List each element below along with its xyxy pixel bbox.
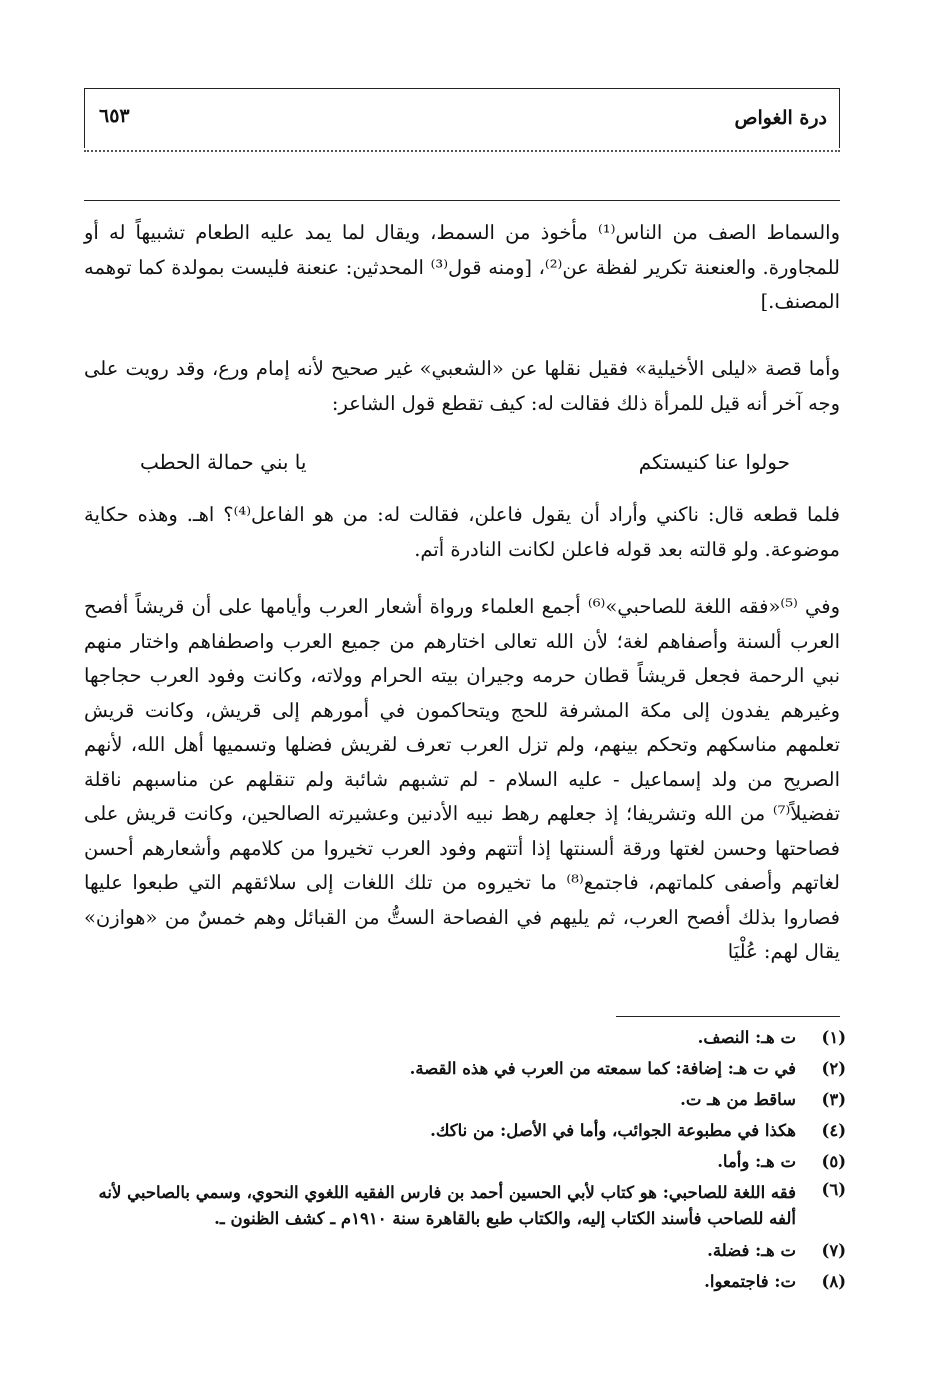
verse-second-hemistich: يا بني حمالة الحطب [140,450,307,474]
footnote-number: (١) [821,1028,846,1047]
header-rule [84,200,840,201]
header-dotted-rule [84,150,840,152]
footnote-item [84,1235,846,1266]
footnote-text: في ت هـ: إضافة: كما سمعته من العرب في هذه القصة. [409,1059,796,1078]
footnote-text: فقه اللغة للصاحبي: هو كتاب لأبي الحسين أحمد بن فارس الفقيه اللغوي النحوي، وسمي بالصاحبي لأنه ألفه للصاحب فأسند الكتاب إليه، والكتاب طبع بالقاهرة سنة ١٩١٠م ـ كشف الظنون ـ. [98,1183,796,1228]
footnote-number: (٧) [821,1241,846,1260]
footnote-text: ت هـ: النصف. [697,1028,796,1047]
footnote-number: (٣) [821,1090,846,1109]
paragraph-story-end: فلما قطعه قال: ناكني وأراد أن يقول فاعلن، فقالت له: من هو الفاعل⁽⁴⁾؟ اهـ. وهذه حكاية موضوعة. ولو قالته بعد قوله فاعلن لكانت النادرة أتم. [84,503,840,561]
footnote-number: (٦) [821,1180,846,1199]
paragraph-layla: وأما قصة «ليلى الأخيلية» فقيل نقلها عن «الشعبي» غير صحيح لأنه إمام ورع، وقد رويت على وجه آخر أنه قيل للمرأة ذلك فقالت له: كيف تقطع قول الشاعر: [84,357,840,415]
footnote-item [84,1115,846,1146]
footnote-text: ساقط من هـ ت. [680,1090,796,1109]
page-number: ٦٥٣ [99,105,130,127]
footnote-item [84,1266,846,1297]
footnote-number: (٢) [821,1059,846,1078]
footnotes-list [84,1022,846,1297]
footnote-number: (٥) [821,1152,846,1171]
paragraph-sumat: والسماط الصف من الناس⁽¹⁾ مأخوذ من السمط، ويقال لما يمد عليه الطعام تشبيهاً له أو للمجاورة. والعنعنة تكرير لفظة عن⁽²⁾، [ومنه قول⁽³⁾ المحدثين: عنعنة فليست بمولدة كما توهمه المصنف.] [84,221,840,313]
verse-first-hemistich: حولوا عنا كنيستكم [638,450,790,474]
paragraph-quraysh: وفي ⁽⁵⁾«فقه اللغة للصاحبي»⁽⁶⁾ أجمع العلماء ورواة أشعار العرب وأيامها على أن قريشاً أفصح العرب ألسنة وأصفاهم لغة؛ لأن الله تعالى اختارهم من جميع العرب واصطفاهم واختار منهم نبي الرحمة فجعل قريشاً قطان حرمه وجيران بيته الحرام وولاته، وكانت وفود العرب حجاجها وغيرهم يفدون إلى مكة المشرفة للحج ويتحاكمون في أمورهم إلى قريش، وكانت قريش تعلمهم مناسكهم وتحكم بينهم، ولم تزل العرب تعرف لقريش فضلها وتسميها أهل الله، لأنهم الصريح من ولد إسماعيل - عليه السلام - لم تشبهم شائبة ولم تنقلهم عن مناسبهم ناقلة تفضيلاً⁽⁷⁾ من الله وتشريفا؛ إذ جعلهم رهط نبيه الأدنين وعشيرته الصالحين، وكانت قريش على فصاحتها وحسن لغتها ورقة ألسنتها إذا أتتهم وفود العرب تخيروا من كلامهم وأشعارهم أحسن لغاتهم وأصفى كلماتهم، فاجتمع⁽⁸⁾ ما تخيروه من تلك اللغات إلى سلائقهم التي طبعوا عليها فصاروا بذلك أفصح العرب، ثم يليهم في الفصاحة الستُّ من القبائل وهم خمسٌ من «هوازن» يقال لهم: عُلْيَا [84,595,841,963]
footnote-number: (٨) [821,1272,846,1291]
footnote-item [84,1084,846,1115]
footnote-item [84,1053,846,1084]
footnote-number: (٤) [821,1121,846,1140]
footnote-item [84,1146,846,1177]
poem-verse [140,450,790,490]
footnote-text: ت: فاجتمعوا. [704,1272,796,1291]
footnote-text: هكذا في مطبوعة الجوائب، وأما في الأصل: من ناكك. [430,1121,796,1140]
footnote-rule [616,1016,840,1017]
footnote-item [84,1177,846,1235]
running-title: درة الغواص [734,107,827,129]
footnote-text: ت هـ: وأما. [717,1152,796,1171]
footnote-item [84,1022,846,1053]
footnote-text: ت هـ: فضلة. [707,1241,796,1260]
page-header [84,88,840,148]
